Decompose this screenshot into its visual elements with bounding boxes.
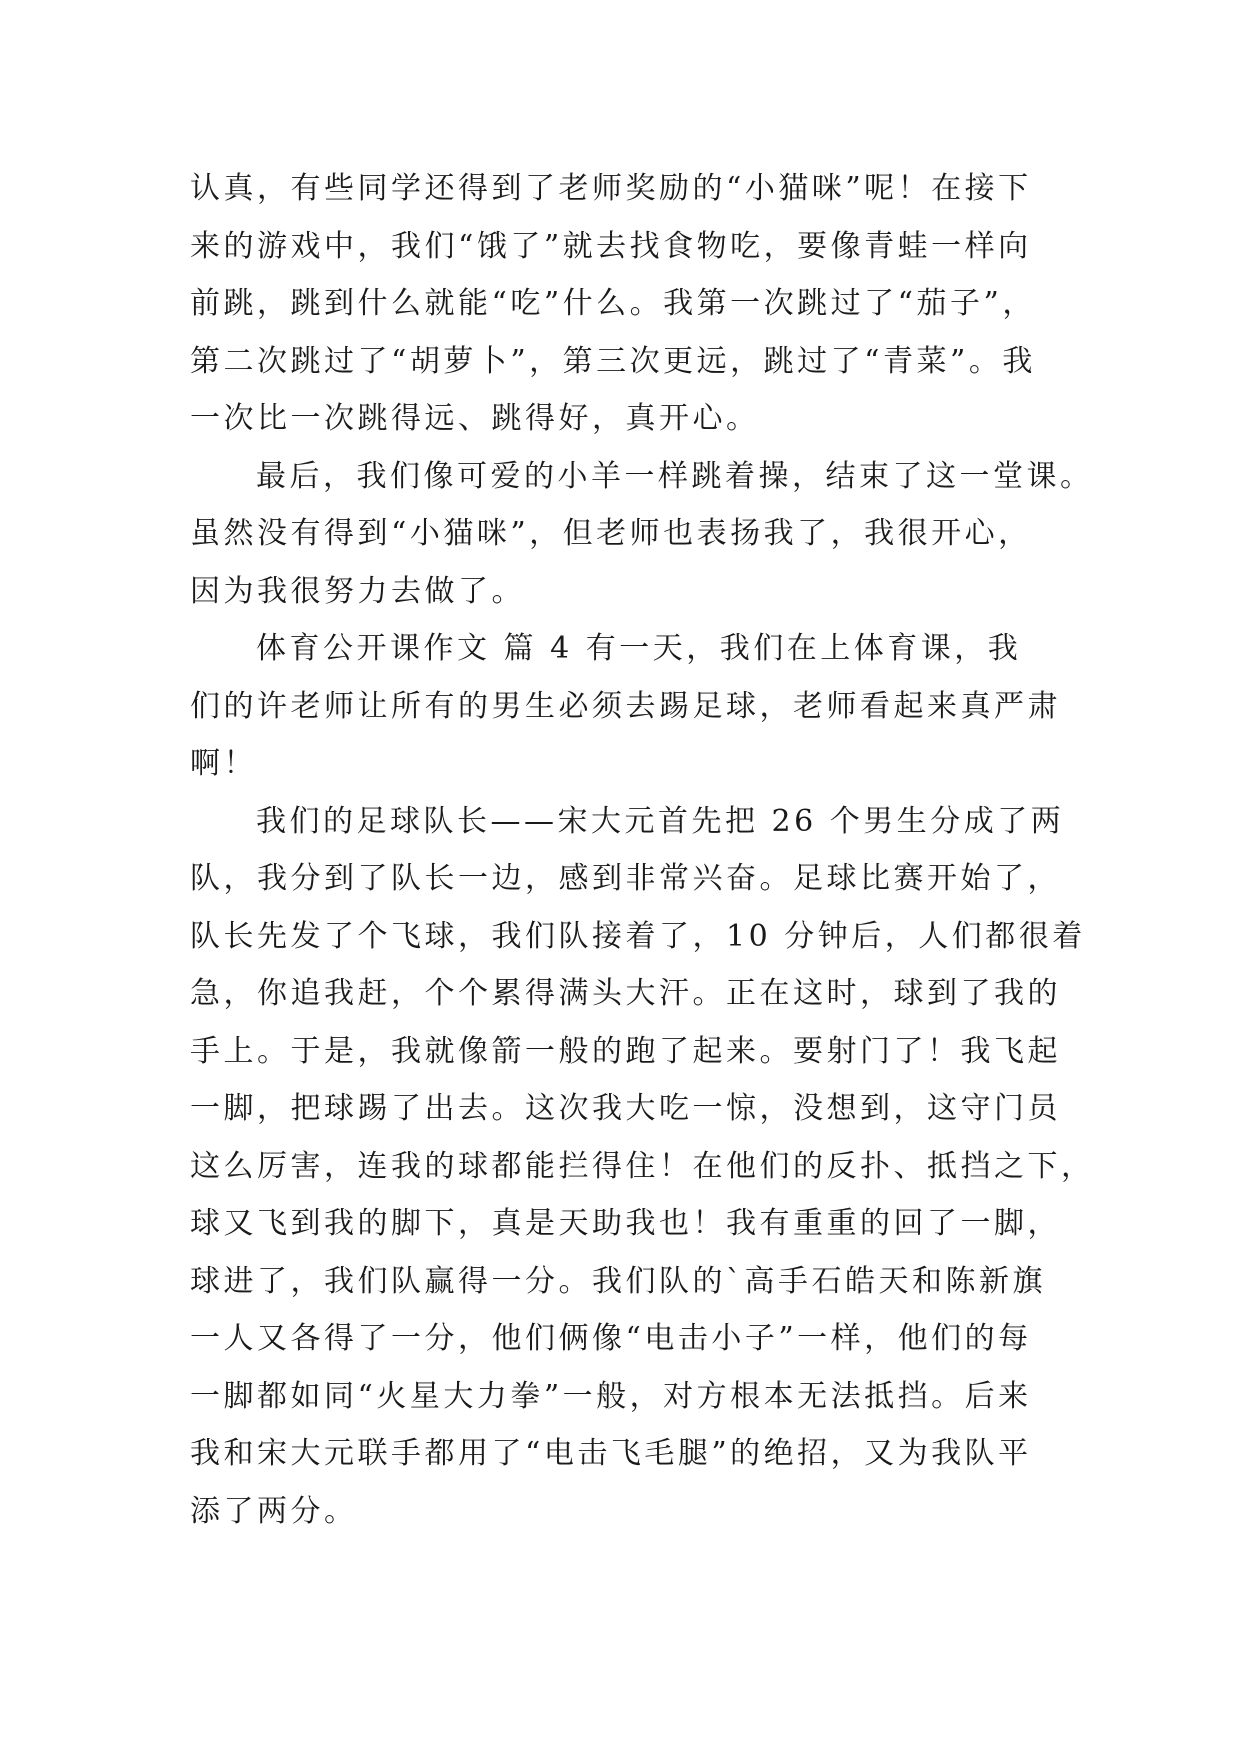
text-line: 一人又各得了一分，他们俩像“电击小子”一样，他们的每 <box>190 1321 1032 1356</box>
text-line: 来的游戏中，我们“饿了”就去找食物吃，要像青蛙一样向 <box>190 228 1032 264</box>
text-line: 这么厉害，连我的球都能拦得住！在他们的反扑、抵挡之下， <box>190 1148 1095 1184</box>
text-line: 虽然没有得到“小猫咪”，但老师也表扬我了，我很开心， <box>190 516 1032 551</box>
text-line: 队，我分到了队长一边，感到非常兴奋。足球比赛开始了， <box>190 861 1061 896</box>
text-line: 一脚，把球踢了出去。这次我大吃一惊，没想到，这守门员 <box>190 1091 1061 1126</box>
text-line: 急，你追我赶，个个累得满头大汗。正在这时，球到了我的 <box>190 976 1061 1011</box>
text-line: 因为我很努力去做了。 <box>190 573 525 609</box>
document-body <box>190 160 1095 1540</box>
text-line: 们的许老师让所有的男生必须去踢足球，老师看起来真严肃 <box>190 688 1061 724</box>
text-line: 啊！ <box>190 746 257 781</box>
text-line: 第二次跳过了“胡萝卜”，第三次更远，跳过了“青菜”。我 <box>190 343 1036 379</box>
paragraph-start-line: 最后，我们像可爱的小羊一样跳着操，结束了这一堂课。 <box>256 458 1094 494</box>
text-line: 前跳，跳到什么就能“吃”什么。我第一次跳过了“茄子”， <box>190 286 1036 321</box>
text-line: 队长先发了个飞球，我们队接着了，10 分钟后，人们都很着 <box>190 918 1086 954</box>
text-line: 球又飞到我的脚下，真是天助我也！我有重重的回了一脚， <box>190 1206 1061 1241</box>
text-line: 认真，有些同学还得到了老师奖励的“小猫咪”呢！在接下 <box>190 171 1032 206</box>
text-line: 手上。于是，我就像箭一般的跑了起来。要射门了！我飞起 <box>190 1033 1061 1069</box>
text-line: 添了两分。 <box>190 1493 358 1529</box>
text-line: 一次比一次跳得远、跳得好，真开心。 <box>190 401 760 436</box>
text-line: 球进了，我们队赢得一分。我们队的`高手石皓天和陈新旗 <box>190 1263 1046 1299</box>
text-line: 我和宋大元联手都用了“电击飞毛腿”的绝招，又为我队平 <box>190 1436 1032 1471</box>
section-heading-line: 体育公开课作文 篇 4 有一天，我们在上体育课，我 <box>256 631 1022 666</box>
paragraph-start-line: 我们的足球队长——宋大元首先把 26 个男生分成了两 <box>256 803 1065 839</box>
text-line: 一脚都如同“火星大力拳”一般，对方根本无法抵挡。后来 <box>190 1378 1032 1414</box>
